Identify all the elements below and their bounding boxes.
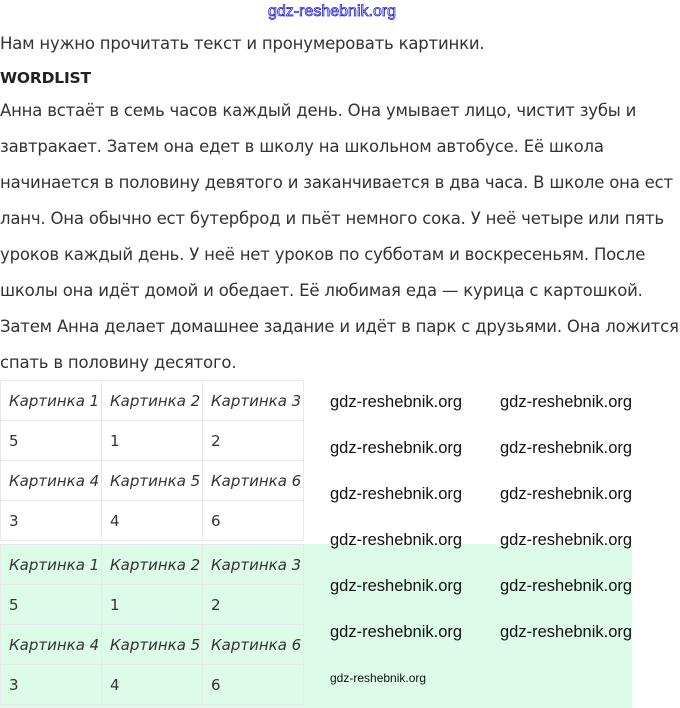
table-row <box>1 545 304 585</box>
value-cell: 2 <box>203 421 304 461</box>
value-cell: 4 <box>102 665 203 705</box>
watermark: gdz-reshebnik.org <box>330 531 463 549</box>
header-cell: Картинка 3 <box>203 545 304 585</box>
watermark: gdz-reshebnik.org <box>330 623 463 641</box>
watermark: gdz-reshebnik.org <box>500 439 633 457</box>
paragraph-line: завтракает. Затем она едет в школу на школьном автобусе. Её школа <box>0 137 604 156</box>
table-row <box>1 585 304 625</box>
header-cell: Картинка 4 <box>1 461 102 501</box>
paragraph-line: Анна встаёт в семь часов каждый день. Она умывает лицо, чистит зубы и <box>0 101 637 120</box>
paragraph-line: спать в половину десятого. <box>0 353 237 372</box>
paragraph-line: школы она идёт домой и обедает. Её любимая еда — курица с картошкой. <box>0 281 643 300</box>
header-cell: Картинка 5 <box>102 625 203 665</box>
header-cell: Картинка 2 <box>102 381 203 421</box>
table-row <box>1 461 304 501</box>
watermark: gdz-reshebnik.org <box>500 531 633 549</box>
header-cell: Картинка 2 <box>102 545 203 585</box>
header-cell: Картинка 1 <box>1 381 102 421</box>
table-row <box>1 625 304 665</box>
table-row <box>1 421 304 461</box>
header-cell: Картинка 6 <box>203 625 304 665</box>
value-cell: 6 <box>203 501 304 541</box>
header-cell: Картинка 1 <box>1 545 102 585</box>
header-cell: Картинка 4 <box>1 625 102 665</box>
header-cell: Картинка 6 <box>203 461 304 501</box>
value-cell: 2 <box>203 585 304 625</box>
watermark: gdz-reshebnik.org <box>500 393 633 411</box>
value-cell: 3 <box>1 665 102 705</box>
heading-wordlist: WORDLIST <box>0 69 91 87</box>
paragraph-line: начинается в половину девятого и заканчивается в два часа. В школе она ест <box>0 173 673 192</box>
intro-text: Нам нужно прочитать текст и пронумеровать картинки. <box>0 34 485 53</box>
watermark: gdz-reshebnik.org <box>500 485 633 503</box>
watermark: gdz-reshebnik.org <box>330 671 427 685</box>
paragraph-line: уроков каждый день. У неё нет уроков по субботам и воскресеньям. После <box>0 245 646 264</box>
table-row <box>1 501 304 541</box>
watermark: gdz-reshebnik.org <box>268 3 397 20</box>
header-cell: Картинка 5 <box>102 461 203 501</box>
watermark: gdz-reshebnik.org <box>500 623 633 641</box>
table-row <box>1 381 304 421</box>
value-cell: 1 <box>102 585 203 625</box>
watermark: gdz-reshebnik.org <box>330 485 463 503</box>
answer-table-2 <box>0 544 304 705</box>
watermark: gdz-reshebnik.org <box>500 577 633 595</box>
answer-table-1 <box>0 380 304 541</box>
watermark: gdz-reshebnik.org <box>330 393 463 411</box>
value-cell: 6 <box>203 665 304 705</box>
header-cell: Картинка 3 <box>203 381 304 421</box>
value-cell: 5 <box>1 421 102 461</box>
paragraph-line: Затем Анна делает домашнее задание и идёт в парк с друзьями. Она ложится <box>0 317 679 336</box>
paragraph-line: ланч. Она обычно ест бутерброд и пьёт немного сока. У неё четыре или пять <box>0 209 664 228</box>
watermark: gdz-reshebnik.org <box>330 439 463 457</box>
value-cell: 3 <box>1 501 102 541</box>
watermark: gdz-reshebnik.org <box>330 577 463 595</box>
value-cell: 4 <box>102 501 203 541</box>
value-cell: 5 <box>1 585 102 625</box>
value-cell: 1 <box>102 421 203 461</box>
table-row <box>1 665 304 705</box>
